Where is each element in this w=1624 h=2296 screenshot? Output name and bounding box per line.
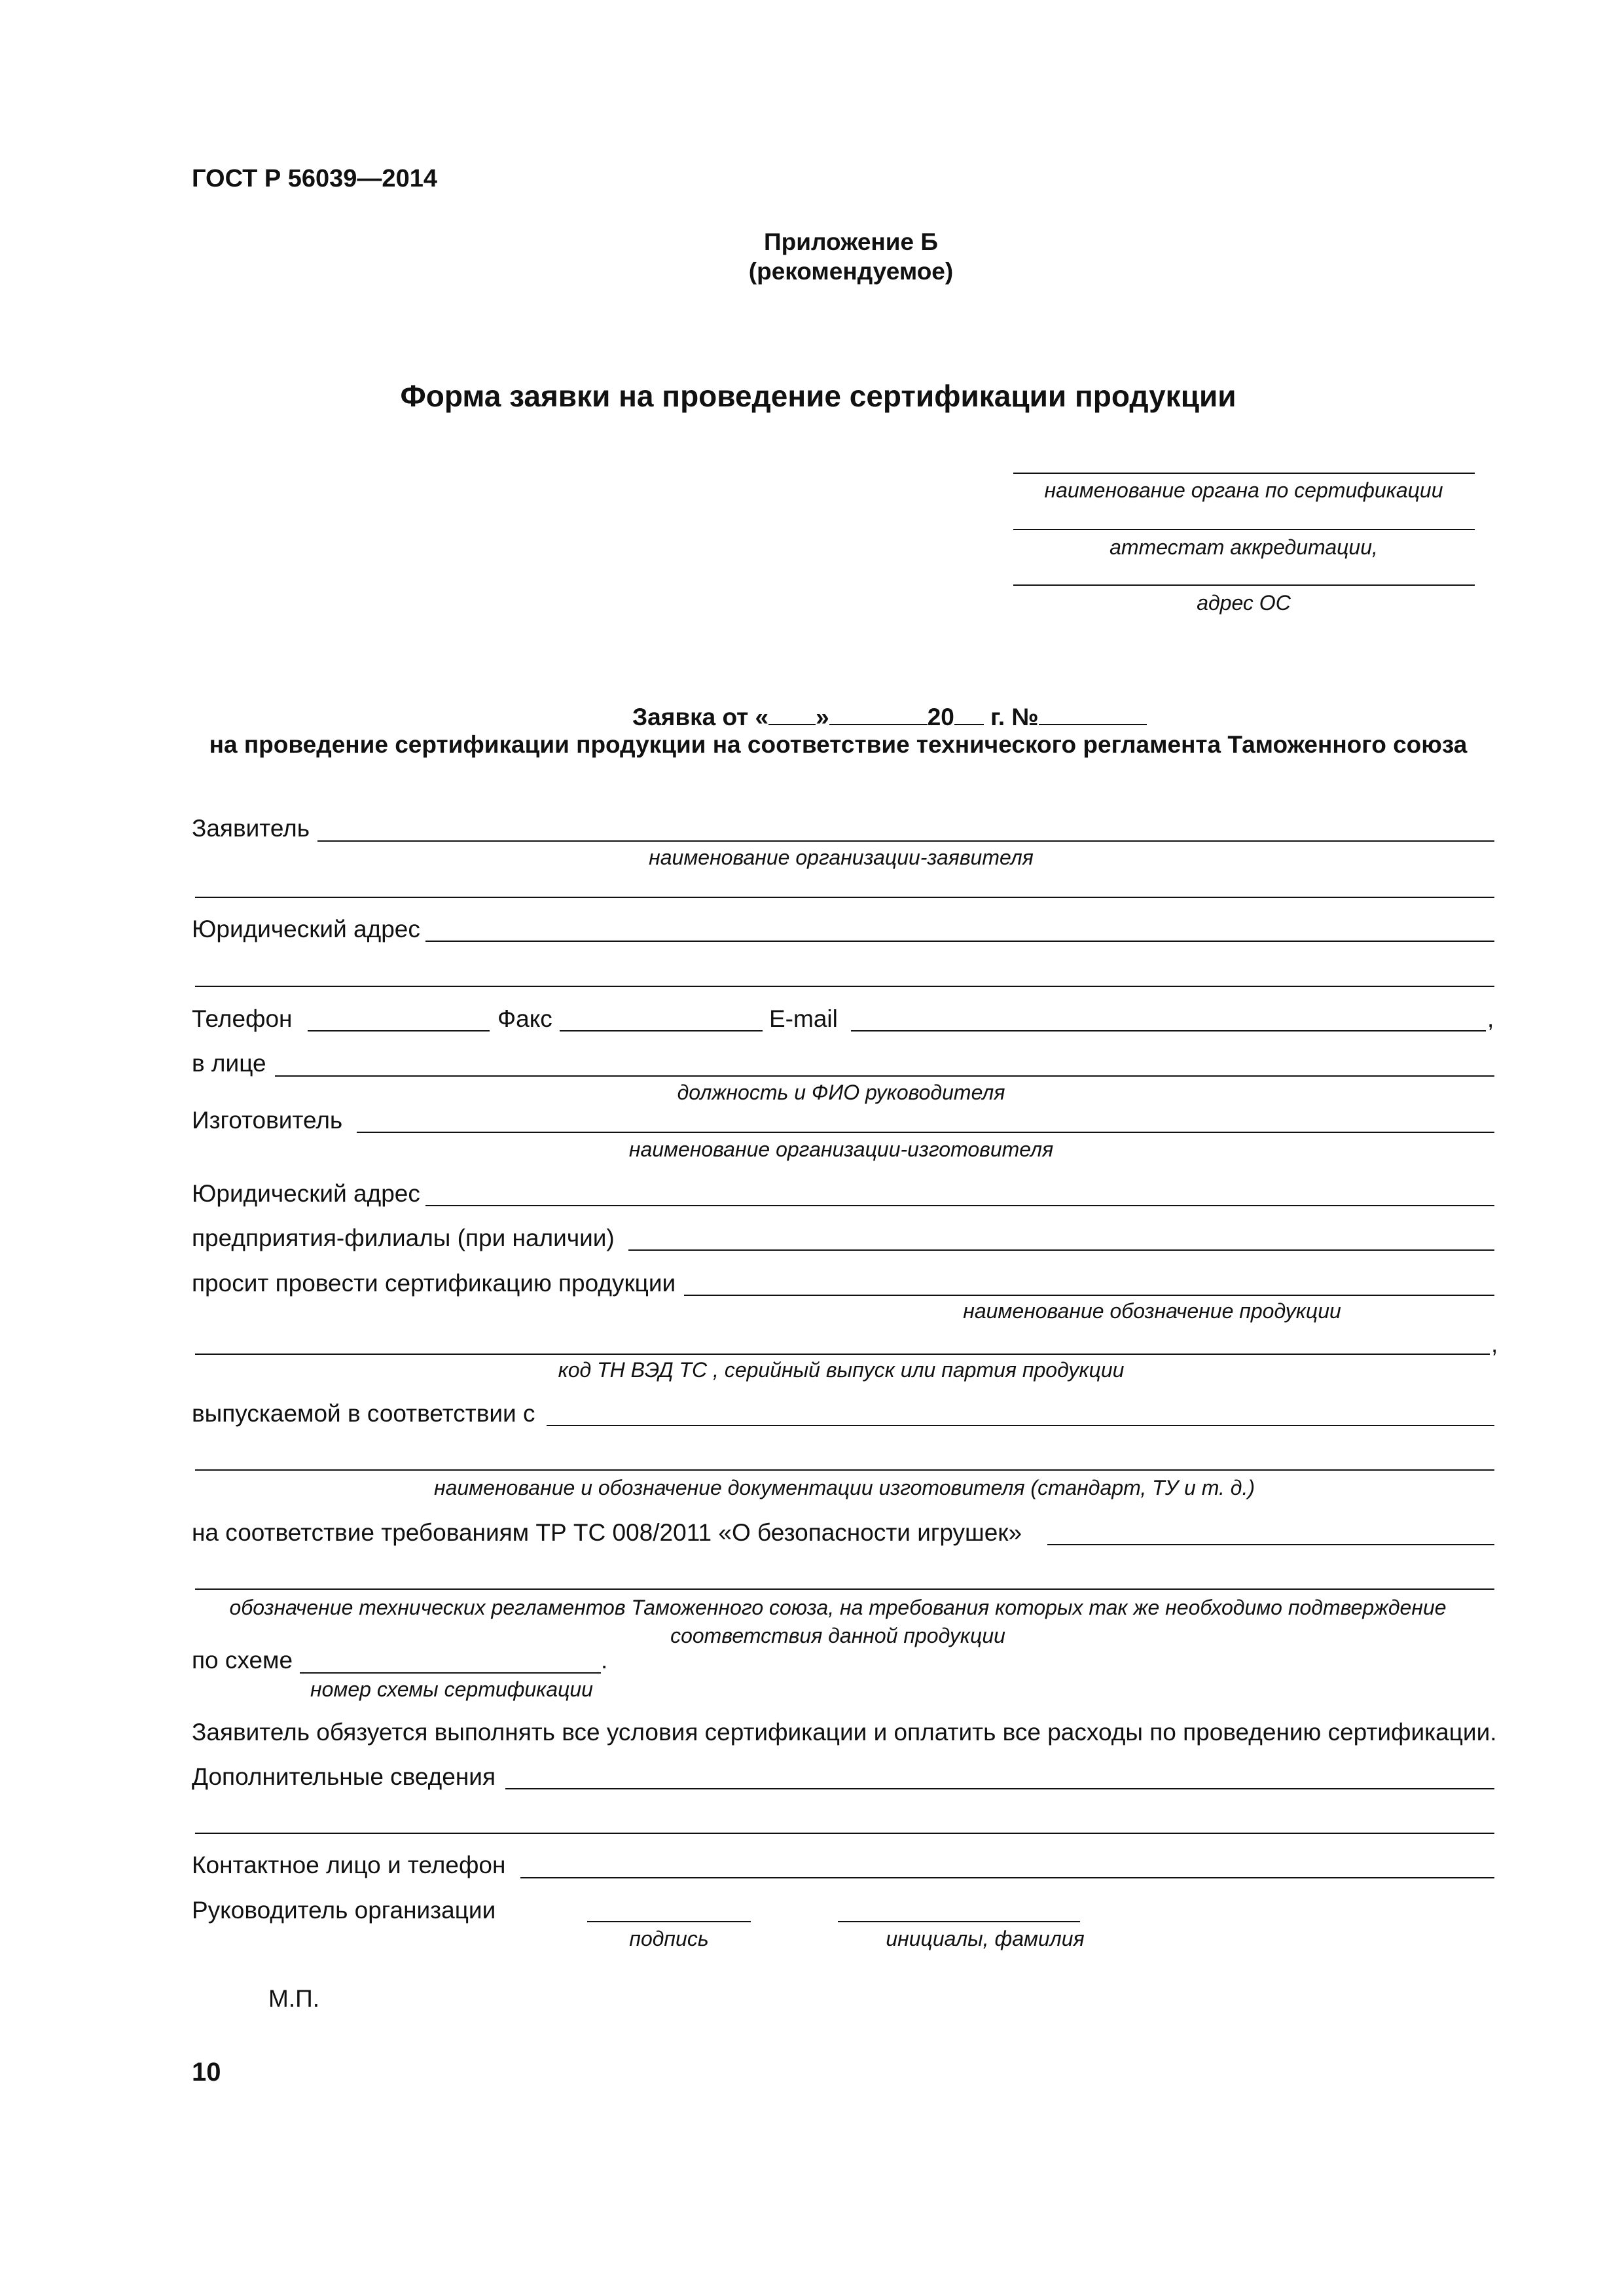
produced-per-field[interactable] <box>547 1425 1494 1426</box>
additional-info-field-2[interactable] <box>195 1833 1494 1834</box>
manufacturer-label: Изготовитель <box>192 1107 343 1134</box>
fax-field[interactable] <box>560 1030 763 1031</box>
signature-caption: подпись <box>629 1927 709 1950</box>
application-date-prefix: Заявка от « <box>632 704 769 730</box>
regulations-caption-2: соответствия данной продукции <box>670 1624 1005 1647</box>
represented-by-label: в лице <box>192 1050 266 1077</box>
manufacturer-field[interactable] <box>357 1132 1494 1133</box>
application-number-blank[interactable] <box>1039 702 1147 725</box>
signature-field[interactable] <box>587 1921 751 1922</box>
regulations-field[interactable] <box>195 1588 1494 1590</box>
application-heading <box>632 702 1147 732</box>
branches-field[interactable] <box>628 1249 1494 1251</box>
phone-label: Телефон <box>192 1005 293 1032</box>
email-field[interactable] <box>851 1030 1486 1031</box>
represented-by-field[interactable] <box>275 1075 1494 1077</box>
scheme-caption: номер схемы сертификации <box>310 1677 593 1701</box>
cert-body-address-caption: адрес ОС <box>1197 591 1291 615</box>
branches-label: предприятия-филиалы (при наличии) <box>192 1225 615 1251</box>
product-code-caption: код ТН ВЭД ТС , серийный выпуск или партия продукции <box>558 1358 1125 1382</box>
contact-field[interactable] <box>520 1877 1494 1878</box>
scheme-period: . <box>601 1647 608 1674</box>
applicant-field-2[interactable] <box>195 897 1494 898</box>
regulations-caption-1: обозначение технических регламентов Таможенного союза, на требования которых так же необходимо подтверждение <box>229 1596 1447 1619</box>
scheme-label: по схеме <box>192 1647 293 1674</box>
page-number: 10 <box>192 2058 221 2087</box>
contact-label: Контактное лицо и телефон <box>192 1852 506 1878</box>
application-subtitle: на проведение сертификации продукции на соответствие технического регламента Таможенного союза <box>209 731 1468 758</box>
email-comma: , <box>1487 1005 1494 1032</box>
additional-info-label: Дополнительные сведения <box>192 1763 496 1790</box>
day-blank[interactable] <box>768 702 816 725</box>
request-label: просит провести сертификацию продукции <box>192 1270 676 1297</box>
applicant-field[interactable] <box>317 840 1494 842</box>
name-field[interactable] <box>838 1921 1080 1922</box>
manufacturer-address-field[interactable] <box>425 1205 1494 1206</box>
documentation-caption: наименование и обозначение документации изготовителя (стандарт, ТУ и т. д.) <box>433 1476 1255 1499</box>
applicant-caption: наименование организации-заявителя <box>649 846 1034 869</box>
manufacturer-address-label: Юридический адрес <box>192 1180 420 1207</box>
page-title: Форма заявки на проведение сертификации продукции <box>400 379 1236 413</box>
email-label: E-mail <box>769 1005 838 1032</box>
cert-body-address-line <box>1013 584 1475 586</box>
accreditation-caption: аттестат аккредитации, <box>1110 535 1378 559</box>
legal-address-field[interactable] <box>425 941 1494 942</box>
name-caption: инициалы, фамилия <box>886 1927 1085 1950</box>
head-caption: должность и ФИО руководителя <box>677 1081 1005 1104</box>
accreditation-line <box>1013 529 1475 530</box>
produced-per-field-2[interactable] <box>195 1469 1494 1471</box>
cert-body-line <box>1013 473 1475 474</box>
application-date-quote: » <box>816 704 829 730</box>
applicant-label: Заявитель <box>192 815 310 842</box>
appendix-label: Приложение Б <box>764 228 938 255</box>
cert-body-caption: наименование органа по сертификации <box>1044 478 1443 502</box>
product-caption: наименование обозначение продукции <box>963 1299 1341 1323</box>
product-code-comma: , <box>1491 1331 1498 1357</box>
compliance-label: на соответствие требованиям ТР ТС 008/2011 «О безопасности игрушек» <box>192 1519 1022 1546</box>
scheme-field[interactable] <box>300 1672 601 1674</box>
phone-field[interactable] <box>308 1030 490 1031</box>
product-code-field[interactable] <box>195 1354 1490 1355</box>
manufacturer-caption: наименование организации-изготовителя <box>628 1138 1054 1161</box>
legal-address-field-2[interactable] <box>195 986 1494 987</box>
application-year-prefix: 20 <box>927 704 954 730</box>
appendix-note: (рекомендуемое) <box>748 258 954 285</box>
obligation-text: Заявитель обязуется выполнять все условия сертификации и оплатить все расходы по проведению сертификации. <box>192 1719 1497 1746</box>
product-field[interactable] <box>684 1295 1494 1296</box>
head-label: Руководитель организации <box>192 1897 496 1924</box>
month-blank[interactable] <box>829 702 928 725</box>
compliance-field[interactable] <box>1047 1544 1494 1545</box>
legal-address-label: Юридический адрес <box>192 916 420 942</box>
stamp-label: М.П. <box>268 1985 319 2012</box>
additional-info-field[interactable] <box>505 1788 1494 1789</box>
fax-label: Факс <box>497 1005 552 1032</box>
year-blank[interactable] <box>954 702 984 725</box>
standard-number: ГОСТ Р 56039—2014 <box>192 165 437 192</box>
produced-per-label: выпускаемой в соответствии с <box>192 1400 535 1427</box>
application-number-label: г. № <box>983 704 1039 730</box>
